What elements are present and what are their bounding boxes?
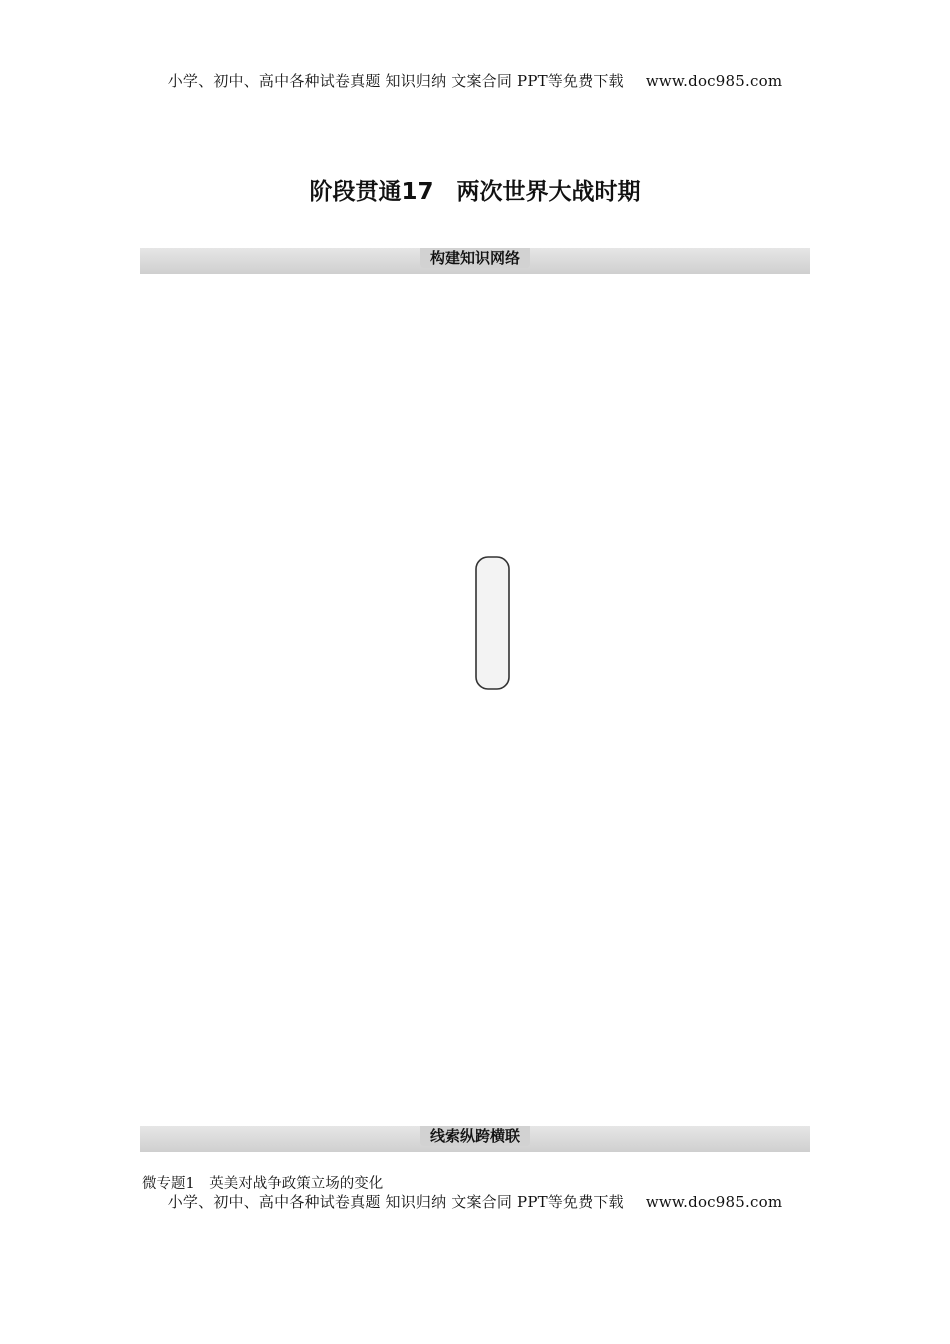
section-bar-clue-links (140, 1126, 810, 1152)
header-text: 小学、初中、高中各种试卷真题 知识归纳 文案合同 PPT等免费下载 (167, 72, 624, 90)
header-url[interactable]: www.doc985.com (645, 72, 783, 90)
micro-topic: 微专题1 英美对战争政策立场的变化 (142, 1176, 384, 1192)
section-label-clue-links: 线索纵跨横联 (420, 1126, 530, 1146)
footer-url[interactable]: www.doc985.com (645, 1193, 783, 1211)
center-node (476, 557, 509, 689)
page-footer (0, 1191, 950, 1212)
section-label-knowledge-network: 构建知识网络 (420, 248, 530, 268)
page-title: 阶段贯通17 两次世界大战时期 (309, 179, 641, 205)
footer-text: 小学、初中、高中各种试卷真题 知识归纳 文案合同 PPT等免费下载 (167, 1193, 624, 1211)
